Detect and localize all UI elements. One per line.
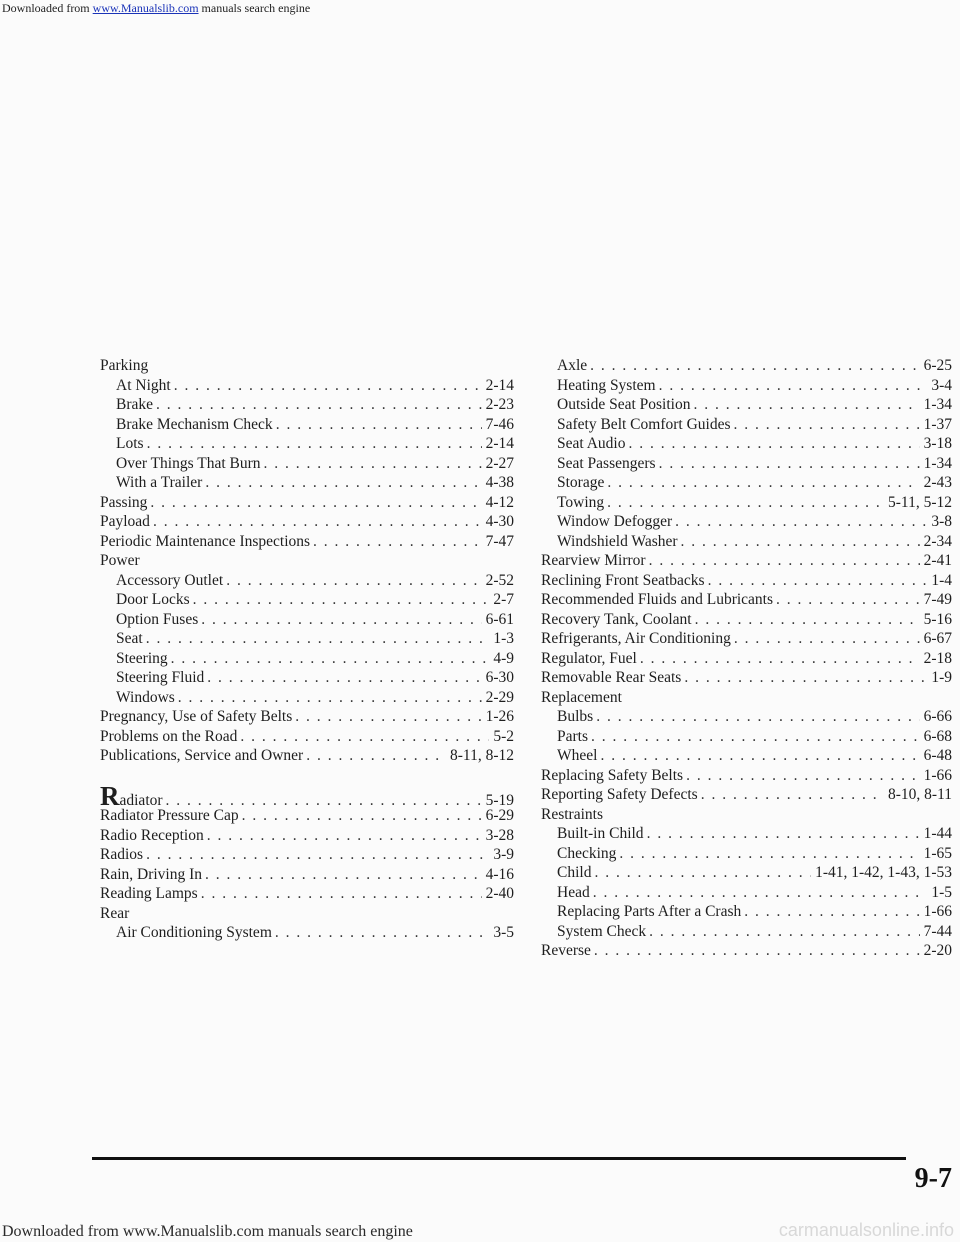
index-entry [100,590,514,610]
entry-page-ref: 6-67 [923,630,952,647]
entry-label: Windows [116,688,175,706]
index-entry [541,922,952,942]
entry-label: Recommended Fluids and Lubricants [541,591,774,608]
entry-label: Rearview Mirror [541,552,646,569]
index-entry [541,746,952,766]
entry-label: Bulbs [557,708,594,725]
index-entry [100,923,514,943]
entry-page-ref: 2-40 [485,885,514,902]
entry-label-rest: adiator [119,791,163,809]
entry-page-ref: 3-5 [493,924,514,941]
entry-page-ref: 8-11, 8-12 [450,747,514,764]
dot-leader [744,902,919,922]
banner-suffix: manuals search engine [198,1,311,15]
index-entry [100,780,514,811]
entry-page-ref: 2-23 [485,396,514,413]
dot-leader [594,863,811,883]
entry-page-ref: 3-4 [931,376,952,394]
index-entry [541,493,952,513]
entry-label: System Check [557,922,647,940]
entry-page-ref: 7-47 [485,532,514,550]
dot-leader [686,766,920,786]
entry-page-ref: 4-16 [485,865,514,883]
entry-page-ref: 1-44 [923,825,952,842]
index-entry [541,434,952,454]
index-heading [541,805,952,825]
footer-rule [92,1157,906,1160]
index-entry [541,590,952,610]
index-entry [541,941,952,961]
dot-leader [205,473,481,493]
entry-page-ref: 6-61 [485,610,514,628]
index-entry [541,707,952,727]
dot-leader [146,629,490,649]
dot-leader [684,668,927,688]
index-entry [541,454,952,474]
entry-label: Radiator Pressure Cap [100,807,239,824]
entry-page-ref: 2-29 [485,688,514,706]
index-entry [100,865,514,885]
entry-page-ref: 2-41 [923,552,952,569]
dot-leader [242,806,482,826]
entry-page-ref: 1-66 [923,903,952,920]
index-entry [100,727,514,747]
dot-leader [306,746,446,766]
index-heading [100,356,514,376]
dot-leader [675,512,927,532]
dot-leader [600,746,919,766]
entry-page-ref: 8-10, 8-11 [888,786,952,803]
entry-page-ref: 3-9 [493,846,514,863]
dot-leader [240,727,489,747]
dot-leader [659,376,928,396]
dot-leader [207,826,482,846]
dot-leader [201,884,482,904]
dot-leader [207,668,481,688]
entry-page-ref: 2-20 [923,942,952,959]
index-entry [541,883,952,903]
entry-page-ref: 2-18 [923,649,952,667]
entry-label: Checking [557,844,617,862]
index-entry [100,415,514,435]
entry-label: Publications, Service and Owner [100,747,304,764]
entry-page-ref: 1-34 [923,396,952,413]
banner-prefix: Downloaded from [2,1223,123,1240]
entry-label: Restraints [541,805,603,823]
entry-page-ref: 2-27 [485,454,514,472]
index-heading [100,551,514,571]
dot-leader [734,629,920,649]
entry-label: Refrigerants, Air Conditioning [541,630,731,647]
dot-leader [649,922,919,942]
dot-leader [708,571,928,591]
entry-page-ref: 1-4 [931,571,952,589]
index-entry [100,395,514,415]
index-entry [541,785,952,805]
dot-leader [594,941,920,961]
entry-page-ref: 3-18 [923,435,952,452]
entry-label: With a Trailer [116,474,203,491]
dot-leader [205,865,482,885]
index-column-left [100,356,514,943]
entry-label: Regulator, Fuel [541,649,637,667]
dot-leader [275,923,489,943]
entry-page-ref: 5-16 [923,610,952,628]
entry-label: Seat Passengers [557,454,656,472]
dot-leader [628,434,919,454]
index-entry [541,727,952,747]
entry-page-ref: 6-68 [923,727,952,745]
dot-leader [619,844,919,864]
entry-page-ref: 1-37 [923,415,952,433]
dot-leader [695,610,920,630]
entry-label: Lots [116,435,144,452]
index-entry [100,473,514,493]
entry-label: Over Things That Burn [116,454,261,472]
entry-label: Air Conditioning System [116,924,272,941]
dot-leader [607,473,919,493]
index-entry [100,434,514,454]
index-entry [541,766,952,786]
index-entry [100,512,514,532]
entry-label: Axle [557,357,588,374]
index-entry [100,454,514,474]
manualslib-link-top[interactable]: www.Manualslib.com [92,1,199,15]
dot-leader [593,883,928,903]
dot-leader [701,785,884,805]
entry-page-ref: 1-9 [931,669,952,686]
index-entry [541,512,952,532]
entry-label: Wheel [557,747,598,764]
index-entry [100,806,514,826]
index-entry [541,902,952,922]
index-entry [100,845,514,865]
entry-label: Rear [100,904,130,922]
entry-label: Seat [116,630,143,647]
dot-leader [590,356,919,376]
entry-page-ref: 2-34 [923,532,952,550]
index-column-right [541,356,952,961]
entry-label: Passing [100,493,148,511]
page-number: 9-7 [914,1163,952,1194]
index-entry [100,649,514,669]
dot-leader [313,532,482,552]
download-banner-bottom [0,1222,413,1242]
index-entry [541,824,952,844]
dot-leader [264,454,482,474]
index-entry [541,649,952,669]
dot-leader [681,532,920,552]
entry-label: Steering [116,649,168,667]
entry-label: Brake Mechanism Check [116,415,273,433]
entry-label: Removable Rear Seats [541,669,682,686]
entry-page-ref: 1-5 [931,883,952,901]
entry-label: Radios [100,846,144,863]
entry-label: Problems on the Road [100,727,238,745]
entry-label: Option Fuses [116,610,199,628]
dot-leader [226,571,481,591]
entry-page-ref: 1-3 [493,630,514,647]
dot-leader [147,434,482,454]
entry-label: Child [557,864,592,881]
entry-page-ref: 6-66 [923,708,952,725]
watermark: carmanualsonline.info [778,1220,954,1240]
entry-page-ref: 6-29 [485,807,514,824]
entry-label: Pregnancy, Use of Safety Belts [100,708,293,725]
index-entry [541,376,952,396]
index-entry [100,610,514,630]
entry-label: Accessory Outlet [116,571,224,589]
dot-leader [596,707,919,727]
entry-label: At Night [116,376,171,394]
entry-label: Built-in Child [557,825,644,842]
index-entry [100,532,514,552]
entry-label: Replacing Parts After a Crash [557,903,742,920]
dot-leader [776,590,920,610]
entry-label: Payload [100,513,150,530]
dot-leader [156,395,482,415]
entry-page-ref: 1-26 [485,708,514,725]
index-entry [541,356,952,376]
dot-leader [607,493,884,513]
index-entry [541,532,952,552]
entry-page-ref: 6-25 [923,357,952,374]
dot-leader [171,649,490,669]
entry-page-ref: 2-14 [485,376,514,394]
entry-page-ref: 2-52 [485,571,514,589]
dot-leader [201,610,481,630]
entry-page-ref: 1-34 [923,454,952,472]
entry-label: Parking [100,357,149,374]
entry-label: Periodic Maintenance Inspections [100,532,311,550]
entry-label: Power [100,552,140,569]
entry-label: Outside Seat Position [557,396,691,413]
dot-leader [693,395,919,415]
entry-page-ref: 1-65 [923,844,952,862]
dot-leader [178,688,482,708]
entry-page-ref: 5-19 [485,791,514,809]
banner-prefix: Downloaded from [2,1,93,15]
entry-label: Replacing Safety Belts [541,766,684,784]
entry-label: Reverse [541,942,591,959]
entry-label: Door Locks [116,591,190,608]
entry-label: Replacement [541,688,622,706]
section-gap [100,766,514,787]
entry-label: Reading Lamps [100,885,198,902]
entry-label: Parts [557,727,588,745]
entry-label: Heating System [557,376,656,394]
entry-page-ref: 3-8 [931,513,952,530]
dot-leader [734,415,920,435]
index-entry [100,493,514,513]
index-entry [100,884,514,904]
index-entry [100,629,514,649]
entry-label: Recovery Tank, Coolant [541,610,692,628]
entry-page-ref: 7-49 [923,591,952,608]
index-entry [541,395,952,415]
entry-page-ref: 7-44 [923,922,952,940]
entry-page-ref: 5-11, 5-12 [888,493,952,511]
entry-page-ref: 3-28 [485,826,514,844]
entry-label: Reporting Safety Defects [541,786,698,803]
banner-suffix: manuals search engine [264,1223,413,1240]
entry-label: Towing [557,493,605,511]
entry-label: Head [557,883,590,901]
entry-label: Safety Belt Comfort Guides [557,415,731,433]
entry-page-ref: 4-30 [485,513,514,530]
index-heading [541,688,952,708]
dot-leader [174,376,482,396]
index-entry [541,610,952,630]
entry-page-ref: 4-9 [493,649,514,667]
dot-leader [153,512,482,532]
index-entry [541,668,952,688]
dot-leader [276,415,482,435]
dot-leader [649,551,920,571]
entry-label: Radio Reception [100,826,204,844]
dot-leader [146,845,489,865]
entry-label: Brake [116,396,154,413]
download-banner-top [0,0,310,16]
dot-leader [591,727,920,747]
entry-page-ref: 1-41, 1-42, 1-43, 1-53 [815,864,952,881]
entry-page-ref: 6-48 [923,747,952,764]
entry-page-ref: 6-30 [485,669,514,686]
entry-label: Windshield Washer [557,532,678,550]
entry-page-ref: 2-14 [485,435,514,452]
index-entry [541,844,952,864]
index-entry [100,688,514,708]
dot-leader [295,707,481,727]
entry-page-ref: 2-43 [923,474,952,491]
index-heading [100,904,514,924]
entry-label: Seat Audio [557,435,626,452]
index-entry [100,376,514,396]
entry-page-ref: 5-2 [493,727,514,745]
index-entry [100,746,514,766]
entry-page-ref: 1-66 [923,766,952,784]
dot-leader [647,824,920,844]
index-entry [541,415,952,435]
entry-label: Window Defogger [557,513,673,530]
entry-page-ref: 4-12 [485,493,514,511]
index-entry [100,668,514,688]
index-entry [100,826,514,846]
dot-leader [640,649,920,669]
index-entry [541,571,952,591]
entry-label: Reclining Front Seatbacks [541,571,705,589]
entry-label: Steering Fluid [116,669,205,686]
index-entry [541,863,952,883]
entry-page-ref: 7-46 [485,415,514,433]
dot-leader [193,590,490,610]
drop-cap-letter: R [100,780,120,811]
dot-leader [659,454,920,474]
entry-label: Storage [557,474,605,491]
entry-page-ref: 4-38 [485,474,514,491]
index-entry [541,629,952,649]
index-entry [100,571,514,591]
entry-page-ref: 2-7 [493,591,514,608]
dot-leader [150,493,481,513]
entry-label: Rain, Driving In [100,865,203,883]
index-entry [541,551,952,571]
manualslib-link-bottom[interactable]: www.Manualslib.com [122,1223,265,1240]
index-entry [100,707,514,727]
index-entry [541,473,952,493]
